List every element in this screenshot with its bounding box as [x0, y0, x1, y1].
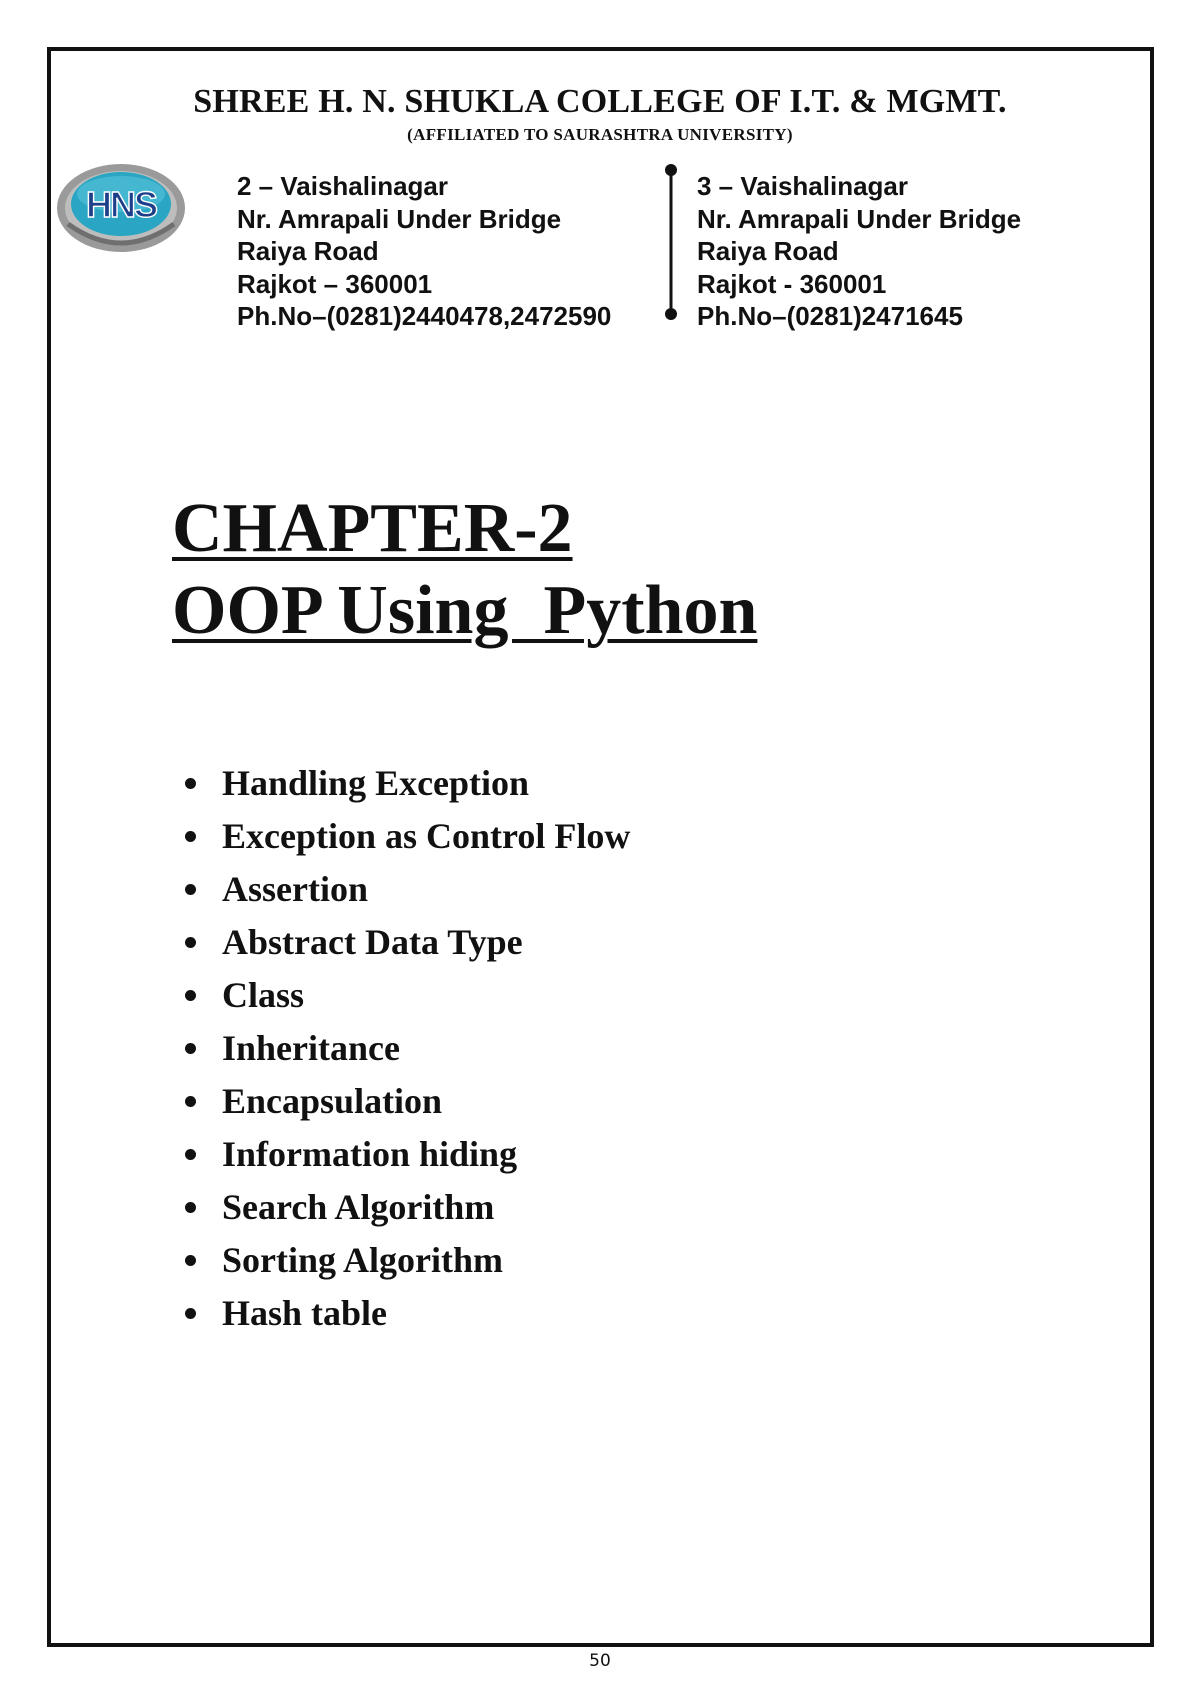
bullet-icon [185, 937, 196, 948]
list-item [178, 810, 630, 863]
topic-label: Abstract Data Type [222, 922, 523, 962]
phone-number: Ph.No–(0281)2440478,2472590 [237, 301, 612, 331]
address-line: Raiya Road [697, 236, 839, 266]
topic-label: Search Algorithm [222, 1187, 495, 1227]
campus-address-right [697, 170, 1021, 333]
chapter-number: CHAPTER-2 [172, 490, 573, 567]
svg-text:HNS: HNS [85, 184, 157, 225]
list-item [178, 1022, 630, 1075]
topic-label: Sorting Algorithm [222, 1240, 504, 1280]
address-line: Nr. Amrapali Under Bridge [237, 203, 562, 234]
topic-label: Information hiding [222, 1134, 518, 1174]
bullet-icon [185, 831, 196, 842]
campus-address-left [237, 170, 611, 333]
list-item [178, 1128, 630, 1181]
address-line: 3 – Vaishalinagar [697, 171, 909, 201]
topic-label: Class [222, 975, 305, 1015]
bullet-icon [185, 990, 196, 1001]
topic-label: Handling Exception [222, 763, 530, 803]
bullet-icon [185, 1255, 196, 1266]
list-item [178, 916, 630, 969]
address-divider [663, 163, 679, 321]
list-item [178, 1287, 630, 1340]
bullet-icon [185, 778, 196, 789]
address-line: Rajkot - 360001 [697, 268, 887, 299]
address-line: Raiya Road [237, 236, 379, 266]
bullet-icon [185, 1149, 196, 1160]
topic-label: Inheritance [222, 1028, 400, 1068]
college-name: SHREE H. N. SHUKLA COLLEGE OF I.T. & MGMT. [193, 83, 1007, 120]
topic-label: Assertion [222, 869, 368, 909]
address-line: Rajkot – 360001 [237, 268, 433, 299]
page-number: 50 [589, 1651, 611, 1671]
bullet-icon [185, 1096, 196, 1107]
topic-label: Hash table [222, 1293, 388, 1333]
bullet-icon [185, 1043, 196, 1054]
bullet-icon [185, 884, 196, 895]
bullet-icon [185, 1202, 196, 1213]
list-item [178, 1075, 630, 1128]
chapter-title: OOP Using Python [172, 572, 758, 649]
topic-label: Exception as Control Flow [222, 816, 631, 856]
address-line: Nr. Amrapali Under Bridge [697, 203, 1022, 234]
affiliation: (AFFILIATED TO SAURASHTRA UNIVERSITY) [407, 125, 793, 144]
list-item [178, 1181, 630, 1234]
college-logo [56, 158, 186, 258]
phone-number: Ph.No–(0281)2471645 [697, 301, 963, 331]
address-line: 2 – Vaishalinagar [237, 171, 449, 201]
chapter-heading [172, 488, 757, 652]
list-item [178, 969, 630, 1022]
list-item [178, 863, 630, 916]
hns-logo-icon [56, 158, 186, 258]
list-item [178, 1234, 630, 1287]
list-item [178, 757, 630, 810]
topic-list [178, 757, 630, 1340]
bullet-icon [185, 1308, 196, 1319]
topic-label: Encapsulation [222, 1081, 443, 1121]
